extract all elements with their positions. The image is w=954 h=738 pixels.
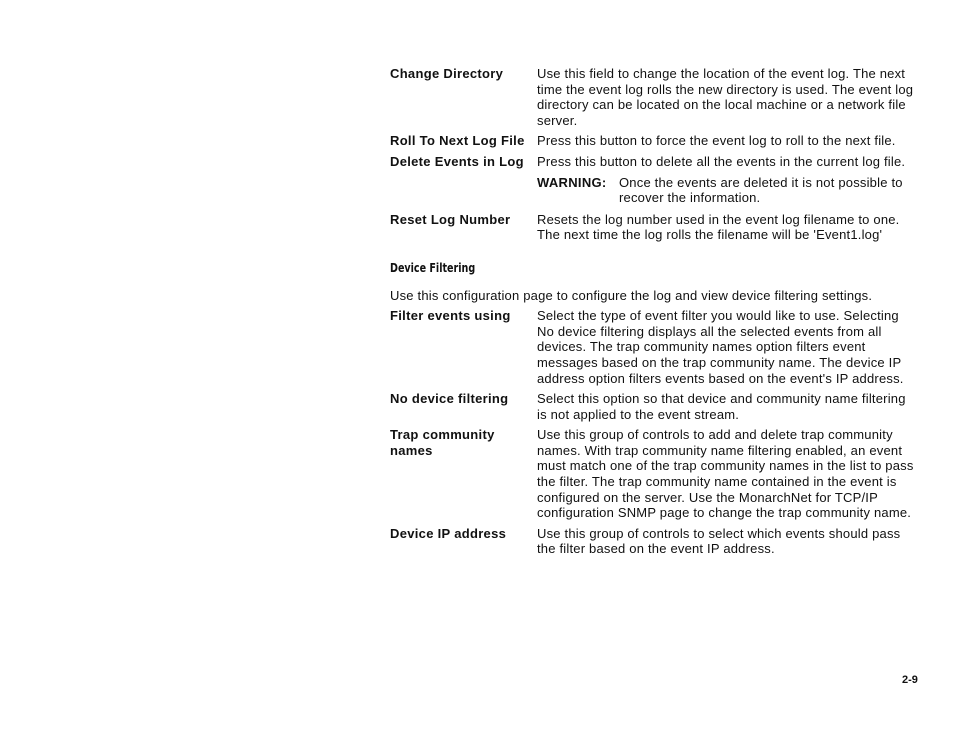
term-no-device-filtering: No device filtering — [390, 391, 509, 407]
desc-reset-log-number: Resets the log number used in the event log filename to one. The next time the log rolls the filename will be 'Event1.log' — [537, 211, 900, 243]
section-heading-device-filtering: Device Filtering — [390, 259, 476, 275]
definition-delete-events-in-log — [390, 154, 918, 170]
definition-filter-events-using — [390, 308, 918, 386]
term-roll-to-next-log-file: Roll To Next Log File — [390, 133, 525, 149]
definition-no-device-filtering — [390, 391, 918, 422]
section-intro: Use this configuration page to configure the log and view device filtering settings. — [390, 287, 873, 303]
page-number: 2-9 — [902, 674, 918, 686]
document-body — [390, 66, 918, 562]
definition-roll-to-next-log-file — [390, 133, 918, 149]
term-trap-community-names: Trap community names — [390, 427, 495, 458]
definition-trap-community-names — [390, 427, 918, 521]
term-delete-events-in-log: Delete Events in Log — [390, 153, 524, 169]
term-filter-events-using: Filter events using — [390, 308, 511, 324]
desc-device-ip-address: Use this group of controls to select which events should pass the filter based on the event IP address. — [537, 525, 901, 557]
term-reset-log-number: Reset Log Number — [390, 211, 511, 227]
desc-delete-events-in-log: Press this button to delete all the events in the current log file. — [537, 153, 906, 169]
warning-text: Once the events are deleted it is not possible to recover the information. — [619, 174, 903, 206]
definition-reset-log-number — [390, 212, 918, 243]
definition-change-directory — [390, 66, 918, 128]
desc-no-device-filtering: Select this option so that device and community name filtering is not applied to the event stream. — [537, 391, 906, 422]
definition-device-ip-address — [390, 526, 918, 557]
desc-filter-events-using: Select the type of event filter you would like to use. Selecting No device filtering displays all the selected events from all devices. The trap community names option filters event messages based on the trap community name. The device IP address option filters events based on the event's IP address. — [537, 308, 904, 386]
term-change-directory: Change Directory — [390, 66, 504, 81]
desc-roll-to-next-log-file: Press this button to force the event log to roll to the next file. — [537, 133, 896, 149]
term-device-ip-address: Device IP address — [390, 525, 507, 541]
desc-change-directory: Use this field to change the location of the event log. The next time the event log rolls the new directory is used. The event log directory can be located on the local machine or a network file server. — [537, 66, 914, 128]
warning-note — [537, 175, 918, 206]
desc-trap-community-names: Use this group of controls to add and delete trap community names. With trap community name filtering enabled, an event must match one of the trap community names in the list to pass the filter. The trap community name contained in the event is configured on the server. Use the MonarchNet for TCP/IP configuration SNMP page to change the trap community name. — [537, 427, 914, 521]
warning-label: WARNING: — [537, 174, 607, 190]
